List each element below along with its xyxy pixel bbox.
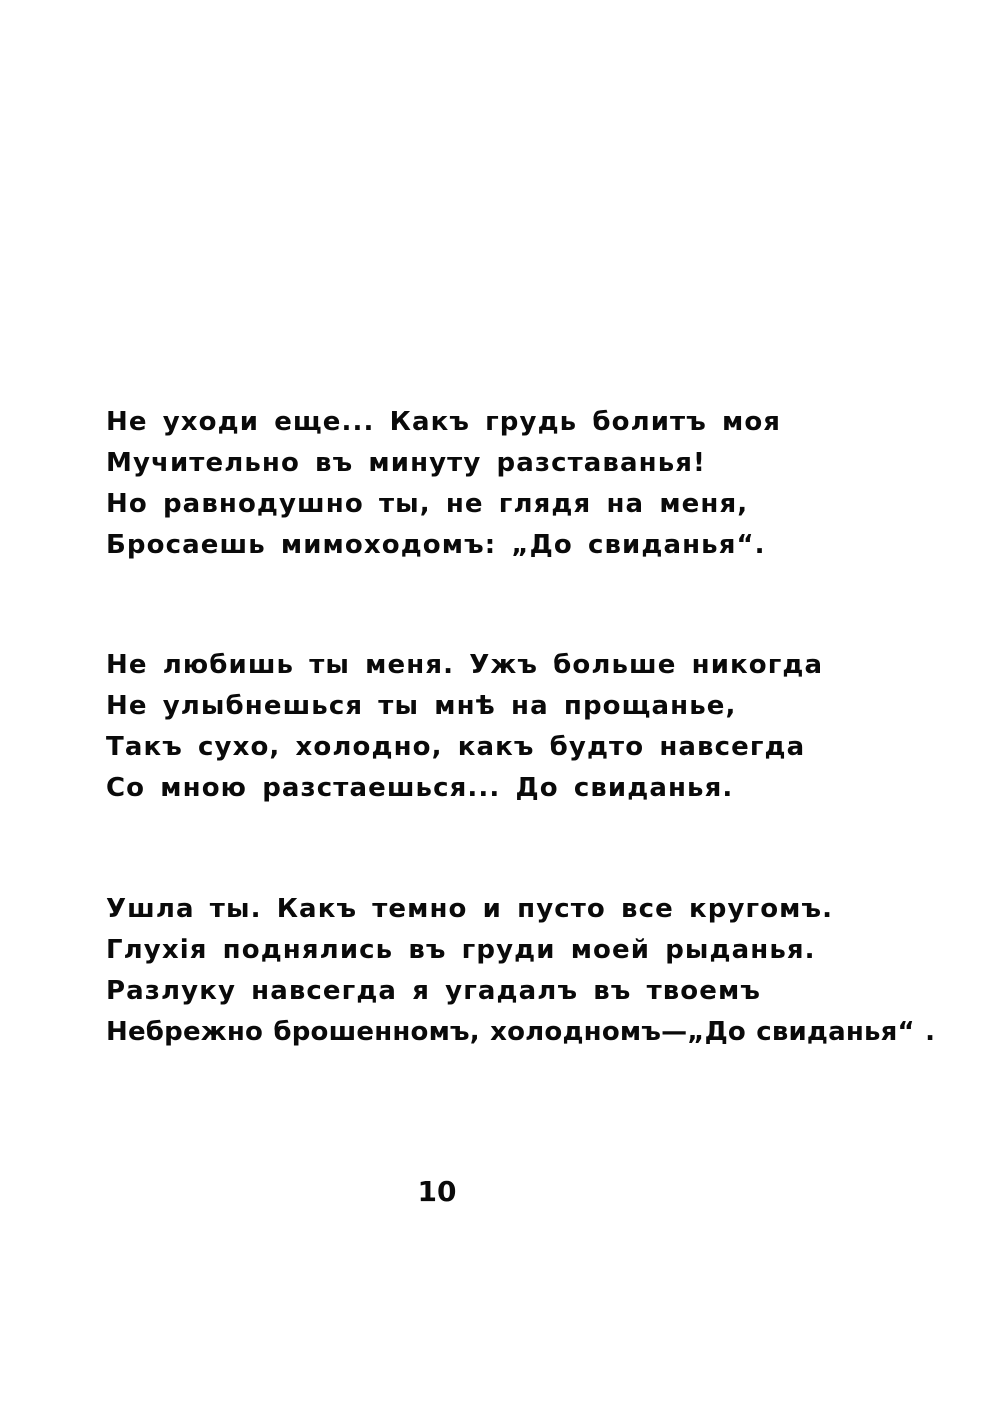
verse-line: Ушла ты. Какъ темно и пусто все кругомъ. bbox=[106, 894, 834, 924]
verse-line: Такъ сухо, холодно, какъ будто навсегда bbox=[106, 732, 806, 762]
poem-stanza-2 bbox=[106, 645, 926, 809]
poem-stanza-1 bbox=[106, 402, 926, 566]
verse-line: Не любишь ты меня. Ужъ больше никогда bbox=[106, 650, 824, 680]
verse-line: Не улыбнешься ты мнѣ на прощанье, bbox=[106, 691, 737, 721]
verse-line: Разлуку навсегда я угадалъ въ твоемъ bbox=[106, 976, 761, 1006]
verse-line: Бросаешь мимоходомъ: „До свиданья“. bbox=[106, 530, 766, 560]
verse-line: Глухія поднялись въ груди моей рыданья. bbox=[106, 935, 816, 965]
verse-line: Мучительно въ минуту разставанья! bbox=[106, 448, 706, 478]
poem-stanza-3 bbox=[106, 889, 936, 1053]
verse-line: Небрежно брошенномъ, холодномъ—„До свиданья“ . bbox=[106, 1017, 936, 1047]
verse-line: Но равнодушно ты, не глядя на меня, bbox=[106, 489, 749, 519]
verse-line: Со мною разстаешься... До свиданья. bbox=[106, 773, 734, 803]
verse-line: Не уходи еще... Какъ грудь болитъ моя bbox=[106, 407, 782, 437]
page-number: 10 bbox=[417, 1175, 457, 1208]
